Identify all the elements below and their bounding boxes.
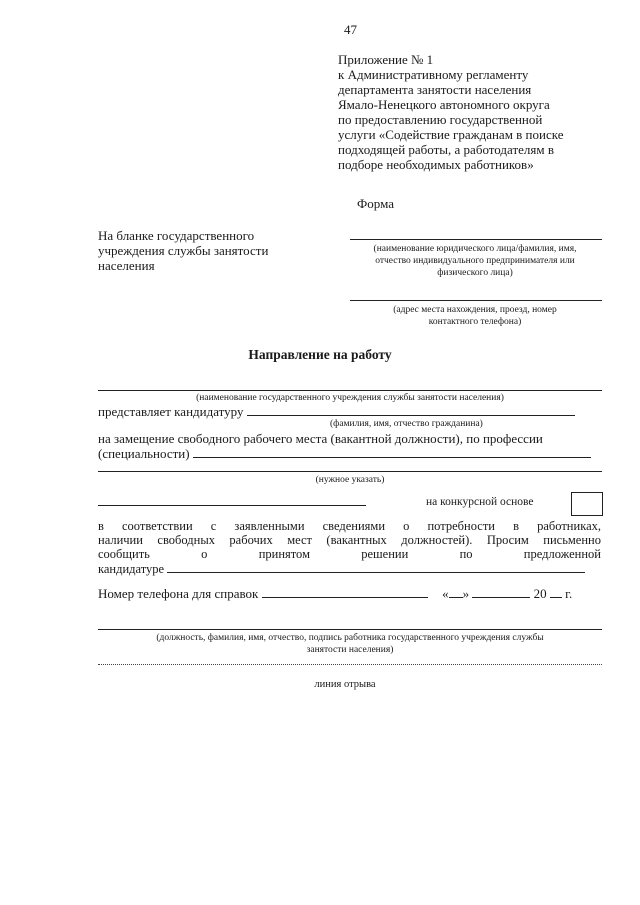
specialty-extra-line[interactable] [98,471,602,472]
date-open-quote: « [442,586,449,601]
competitive-basis-checkbox[interactable] [571,492,603,516]
candidature-row [98,561,608,577]
caption-line: физического лица) [437,268,513,278]
caption-line: контактного телефона) [428,317,522,327]
letterhead-line: учреждения службы занятости [98,243,269,258]
signature-caption [98,632,602,656]
institution-caption: (наименование государственного учреждения службы занятости населения) [196,393,504,403]
candidate-caption: (фамилия, имя, отчество гражданина) [330,419,483,429]
phone-label: Номер телефона для справок [98,586,259,601]
institution-name-line[interactable] [98,390,602,391]
letterhead-line: населения [98,258,155,273]
specialty-field[interactable] [193,446,591,458]
letterhead-line: На бланке государственного [98,228,255,243]
recipient-name-caption [330,243,620,279]
year-prefix: 20 [533,586,547,601]
paragraph-line: в соответствии с заявленными сведениями о потребности в работниках, [98,519,601,533]
caption-line: отчество индивидуального предпринимателя или [375,256,575,266]
appendix-line: услуги «Содействие гражданам в поиске [338,127,564,142]
recipient-name-line[interactable] [350,239,602,240]
paragraph-line: сообщить о принятом решении по предложенной [98,547,601,561]
signature-line[interactable] [98,629,602,630]
competitive-basis-label: на конкурсной основе [426,496,534,508]
appendix-line: по предоставлению государственной [338,112,543,127]
recipient-address-caption [330,304,620,328]
appendix-line: подходящей работы, а работодателям в [338,142,554,157]
caption-line: (наименование юридического лица/фамилия, имя, [373,244,577,254]
page-number: 47 [344,22,357,37]
appendix-line: Приложение № 1 [338,52,434,67]
caption-line: занятости населения) [306,645,394,655]
day-field[interactable] [449,586,463,598]
appendix-header [338,52,628,172]
appendix-line: к Административному регламенту [338,67,529,82]
phone-date-row [98,586,608,601]
form-label: Форма [357,196,394,211]
month-field[interactable] [472,586,530,598]
candidature-field[interactable] [167,561,585,573]
appendix-line: департамента занятости населения [338,82,532,97]
letterhead-note [98,228,318,273]
document-title: Направление на работу [248,347,392,362]
appendix-line: подборе необходимых работников» [338,157,534,172]
competitive-basis-line[interactable] [98,505,366,506]
specialty-label: (специальности) [98,446,190,461]
cut-line-label: линия отрыва [314,679,376,690]
candidature-label: кандидатуре [98,562,165,576]
specify-caption: (нужное указать) [315,475,385,485]
candidate-row [98,404,608,419]
caption-line: (адрес места нахождения, проезд, номер [393,305,557,315]
year-field[interactable] [550,586,562,598]
specialty-row [98,446,608,461]
paragraph-line: наличии свободных рабочих мест (вакантных должностей). Просим письменно [98,533,601,547]
date-close-quote: » [462,586,470,601]
recipient-address-line[interactable] [350,300,602,301]
candidate-name-field[interactable] [247,404,575,416]
cut-line [98,664,602,665]
phone-field[interactable] [262,586,428,598]
appendix-line: Ямало-Ненецкого автономного округа [338,97,550,112]
vacancy-text: на замещение свободного рабочего места (вакантной должности), по профессии [98,431,543,446]
presents-candidate-label: представляет кандидатуру [98,404,244,419]
year-suffix: г. [565,586,573,601]
caption-line: (должность, фамилия, имя, отчество, подпись работника государственного учреждения службы [156,633,544,643]
